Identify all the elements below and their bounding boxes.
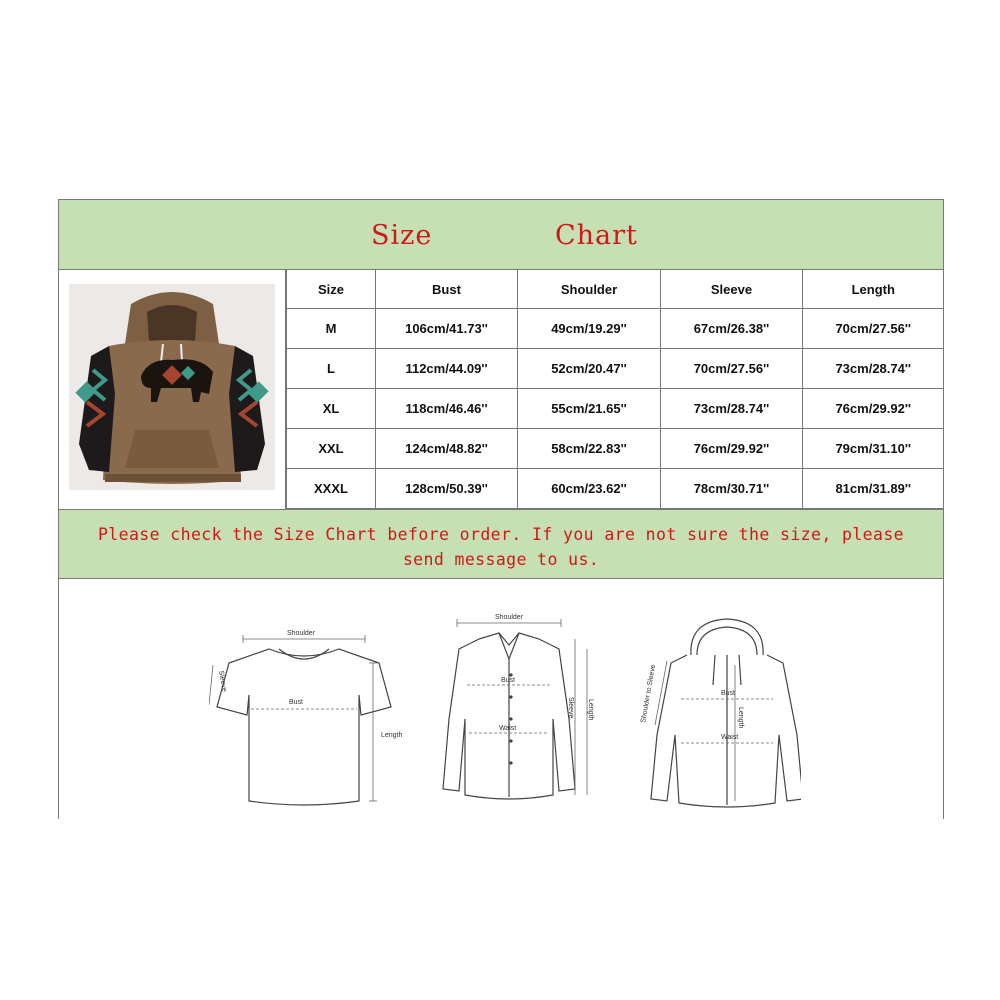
table-cell: 70cm/27.56'' (661, 349, 803, 389)
table-cell: 73cm/28.74'' (661, 389, 803, 429)
shirt-sleeve-label: Sleeve (567, 697, 574, 719)
table-cell: L (287, 349, 376, 389)
size-chart-frame (58, 199, 944, 819)
hoodie-diagram (631, 615, 801, 811)
table-cell: 128cm/50.39'' (376, 469, 518, 509)
tshirt-length-label: Length (381, 732, 403, 739)
table-cell: 73cm/28.74'' (803, 349, 944, 389)
table-cell: 67cm/26.38'' (661, 309, 803, 349)
tshirt-bust-label: Bust (289, 699, 304, 706)
header-cell: Bust (376, 270, 518, 309)
table-cell: 106cm/41.73'' (376, 309, 518, 349)
table-cell: 58cm/22.83'' (518, 429, 661, 469)
table-cell: 55cm/21.65'' (518, 389, 661, 429)
notice-line-2: send message to us. (402, 550, 600, 569)
tshirt-diagram (209, 619, 409, 809)
tshirt-shoulder-label: Shoulder (287, 630, 316, 637)
size-table (286, 270, 944, 509)
table-row (287, 349, 944, 389)
table-cell: 49cm/19.29'' (518, 309, 661, 349)
table-cell: XXXL (287, 469, 376, 509)
hoodie-photo (69, 284, 275, 490)
table-cell: 81cm/31.89'' (803, 469, 944, 509)
table-cell: 70cm/27.56'' (803, 309, 944, 349)
table-row (287, 309, 944, 349)
table-cell: 60cm/23.62'' (518, 469, 661, 509)
shirt-length-label: Length (587, 699, 594, 721)
table-cell: 118cm/46.46'' (376, 389, 518, 429)
header-cell: Size (287, 270, 376, 309)
notice-line-1: Please check the Size Chart before order. If you are not sure the size, please (97, 525, 905, 544)
table-row (287, 429, 944, 469)
shirt-waist-label: Waist (499, 725, 517, 732)
hoodie-length-label: Length (737, 707, 744, 729)
table-row (287, 469, 944, 509)
shirt-bust-label: Bust (501, 677, 516, 684)
product-photo-cell (59, 270, 286, 509)
header-cell: Length (803, 270, 944, 309)
hoodie-bust-label: Bust (721, 690, 736, 697)
table-cell: XL (287, 389, 376, 429)
tshirt-sleeve-label: Sleeve (217, 670, 228, 693)
table-header-row (287, 270, 944, 309)
header-cell: Sleeve (661, 270, 803, 309)
table-cell: 76cm/29.92'' (803, 389, 944, 429)
shirt-shoulder-label: Shoulder (495, 614, 524, 621)
table-cell: 52cm/20.47'' (518, 349, 661, 389)
table-cell: 79cm/31.10'' (803, 429, 944, 469)
table-row (287, 389, 944, 429)
table-cell: XXL (287, 429, 376, 469)
table-cell: 124cm/48.82'' (376, 429, 518, 469)
hoodie-waist-label: Waist (721, 734, 739, 741)
table-cell: M (287, 309, 376, 349)
shirt-diagram (429, 609, 599, 809)
title-band (59, 200, 943, 270)
notice-band (59, 509, 943, 579)
hoodie-shoulder-to-sleeve-label: Shoulder to Sleeve (640, 663, 658, 724)
table-cell: 76cm/29.92'' (661, 429, 803, 469)
header-cell: Shoulder (518, 270, 661, 309)
measurement-diagrams (59, 579, 943, 819)
title-word-size: Size (371, 220, 433, 251)
table-cell: 78cm/30.71'' (661, 469, 803, 509)
title-word-chart: Chart (555, 220, 638, 251)
table-cell: 112cm/44.09'' (376, 349, 518, 389)
